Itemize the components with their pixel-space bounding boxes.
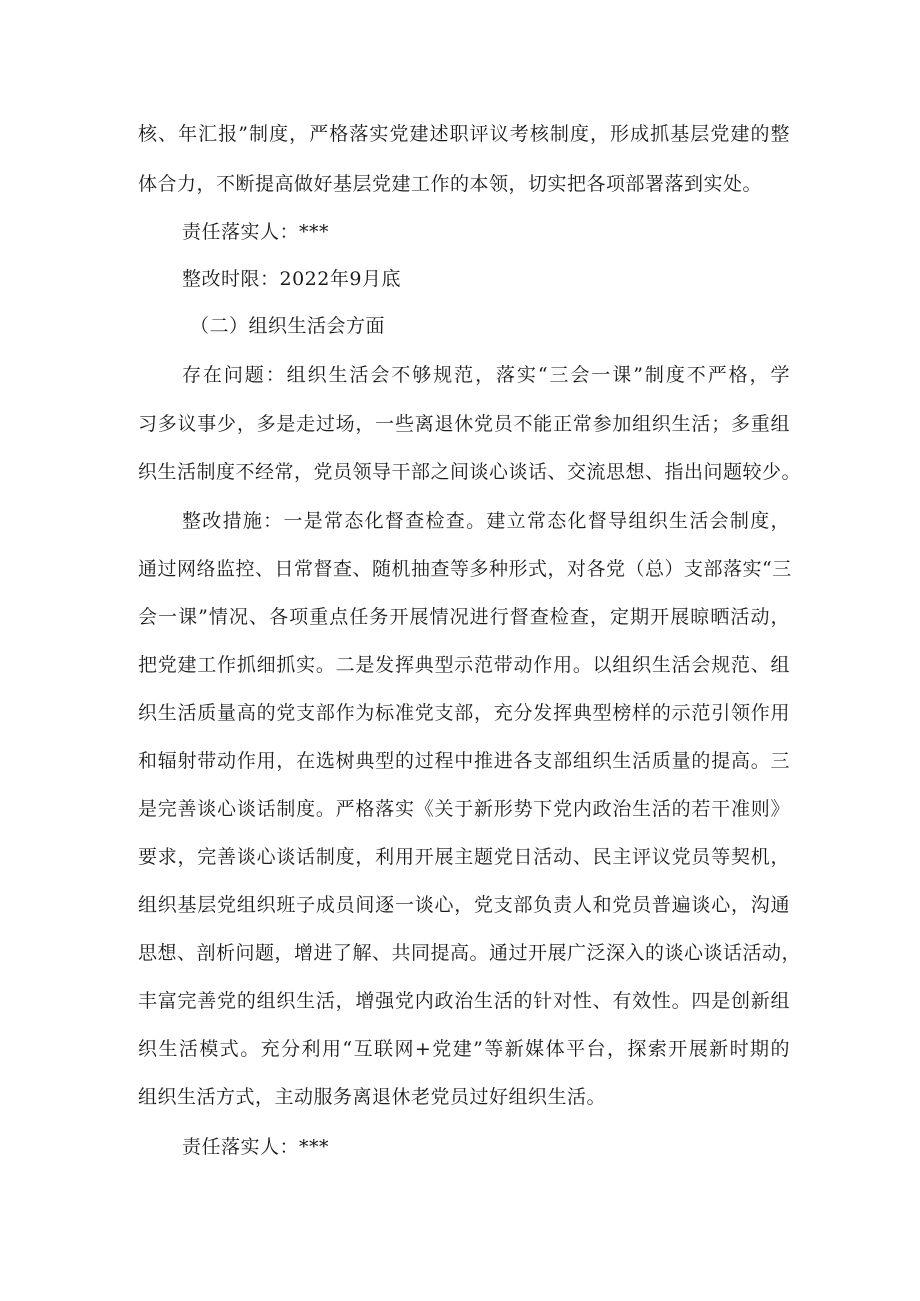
measures-line-4: 把党建工作抓细抓实。二是发挥典型示范带动作用。以组织生活会规范、组 (138, 654, 790, 676)
problem-line-3: 织生活制度不经常，党员领导干部之间谈心谈话、交流思想、指出问题较少。 (138, 461, 802, 483)
measures-line-3: 会一课”情况、各项重点任务开展情况进行督查检查，定期开展晾晒活动， (138, 606, 790, 628)
measures-line-12: 织生活模式。充分利用“互联网+党建”等新媒体平台，探索开展新时期的 (138, 1038, 790, 1060)
measures-line-7: 是完善谈心谈话制度。严格落实《关于新形势下党内政治生活的若干准则》 (138, 798, 790, 820)
measures-line-5: 织生活质量高的党支部作为标准党支部，充分发挥典型榜样的示范引领作用 (138, 702, 790, 724)
carry-paragraph-line-2: 体合力，不断提高做好基层党建工作的本领，切实把各项部署落到实处。 (138, 173, 763, 195)
measures-line-13: 组织生活方式，主动服务离退休老党员过好组织生活。 (138, 1086, 607, 1108)
measures-line-8: 要求，完善谈心谈话制度，利用开展主题党日活动、民主评议党员等契机， (138, 846, 790, 868)
section-heading: （二）组织生活会方面 (190, 315, 386, 337)
problem-line-2: 习多议事少，多是走过场，一些离退休党员不能正常参加组织生活；多重组 (138, 413, 790, 435)
carry-paragraph-line-1: 核、年汇报”制度，严格落实党建述职评议考核制度，形成抓基层党建的整 (138, 123, 790, 145)
measures-line-6: 和辐射带动作用，在选树典型的过程中推进各支部组织生活质量的提高。三 (138, 750, 790, 772)
measures-line-9: 组织基层党组织班子成员间逐一谈心，党支部负责人和党员普遍谈心，沟通 (138, 894, 790, 916)
responsible-person-2: 责任落实人：*** (182, 1136, 330, 1158)
responsible-person-1: 责任落实人：*** (182, 221, 330, 243)
measures-line-2: 通过网络监控、日常督查、随机抽查等多种形式，对各党（总）支部落实“三 (138, 558, 792, 580)
measures-line-10: 思想、剖析问题，增进了解、共同提高。通过开展广泛深入的谈心谈话活动， (138, 942, 802, 964)
deadline-1: 整改时限：2022年9月底 (182, 268, 401, 290)
measures-line-1: 整改措施：一是常态化督查检查。建立常态化督导组织生活会制度， (182, 510, 790, 532)
problem-line-1: 存在问题：组织生活会不够规范，落实“三会一课”制度不严格，学 (182, 364, 790, 386)
measures-line-11: 丰富完善党的组织生活，增强党内政治生活的针对性、有效性。四是创新组 (138, 990, 790, 1012)
